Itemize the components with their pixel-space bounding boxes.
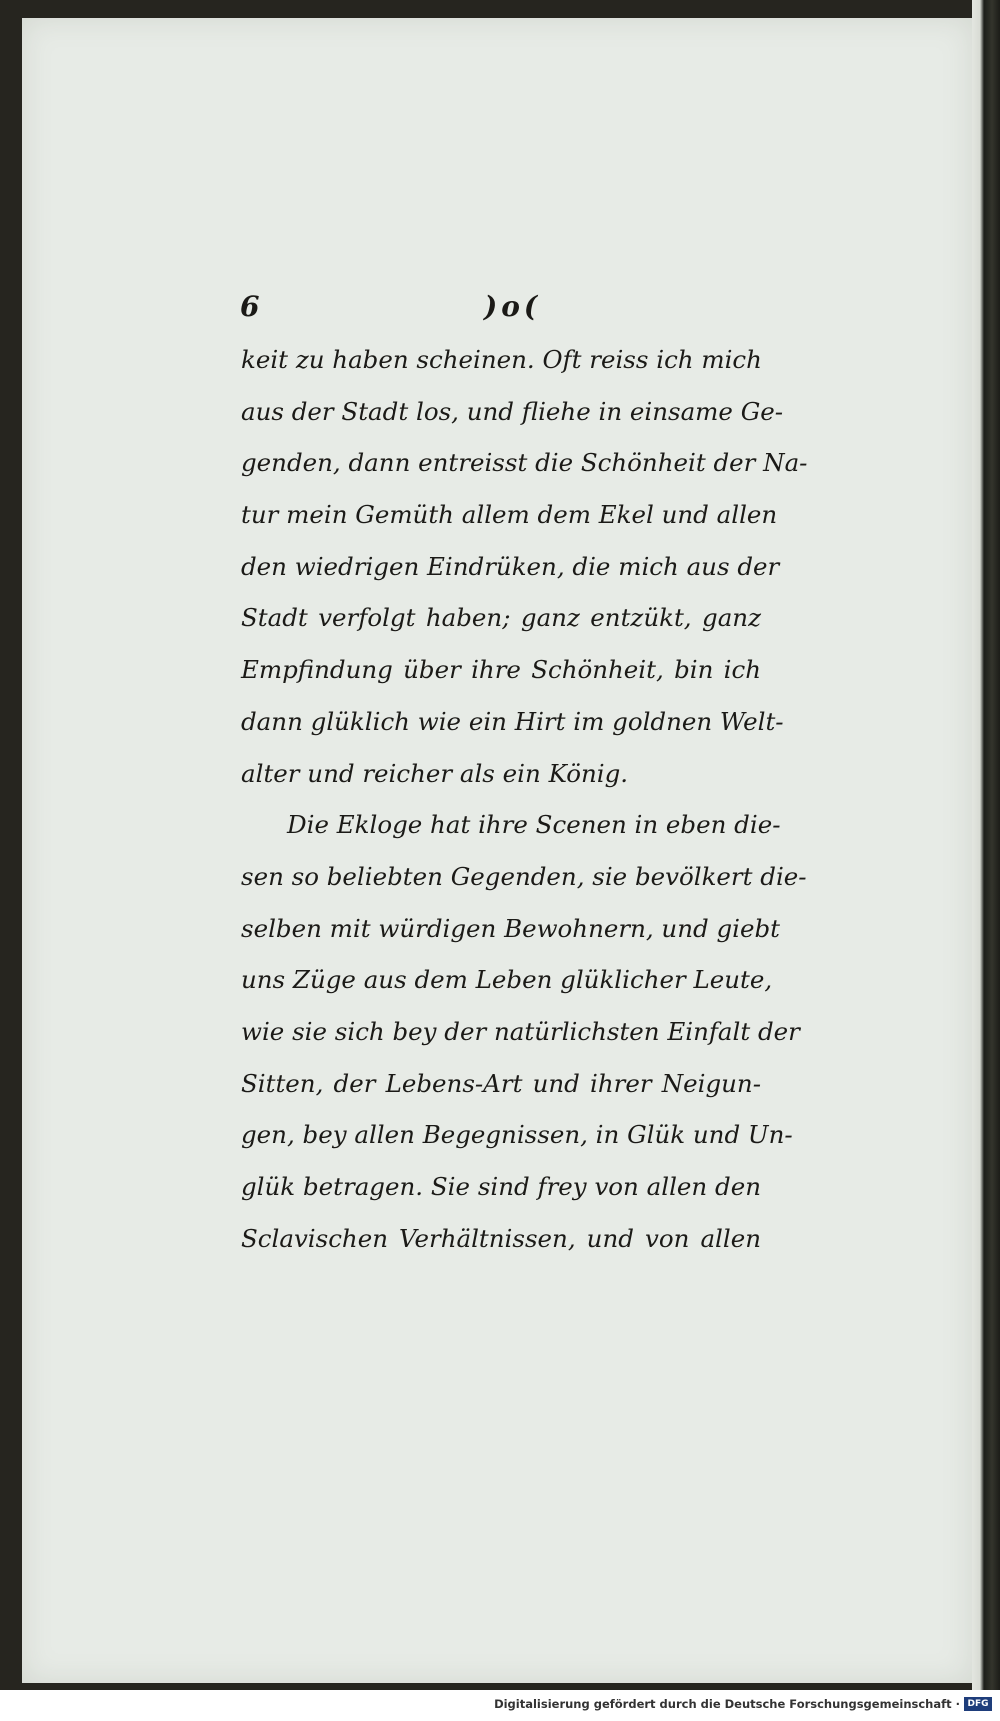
dfg-logo: DFG [964, 1697, 992, 1711]
text-line: den wiedrigen Eindrüken, die mich aus der [241, 551, 780, 581]
text-line: wie sie sich bey der natürlichsten Einfalt der [241, 1016, 800, 1046]
text-line: keit zu haben scheinen. Oft reiss ich mich [241, 345, 762, 374]
text-line: glük betragen. Sie sind frey von allen den [241, 1172, 761, 1201]
text-line: selben mit würdigen Bewohnern, und giebt [241, 913, 781, 943]
page-header [22, 290, 972, 330]
text-line: gen, bey allen Begegnissen, in Glük und Un- [241, 1120, 793, 1150]
book-edge [972, 0, 1000, 1690]
text-line: Sitten, der Lebens-Art und ihrer Neigun- [241, 1068, 761, 1098]
running-head-ornament: )o( [484, 290, 542, 323]
text-line: genden, dann entreisst die Schönheit der Na- [241, 448, 808, 478]
text-line: sen so beliebten Gegenden, sie bevölkert die- [241, 861, 807, 891]
text-line: uns Züge aus dem Leben glüklicher Leute, [241, 965, 773, 995]
text-line: Stadt verfolgt haben; ganz entzükt, ganz [241, 603, 761, 633]
text-line: aus der Stadt los, und fliehe in einsame Ge- [241, 396, 784, 426]
text-line: Sclavischen Verhältnissen, und von allen [241, 1223, 761, 1253]
page-number: 6 [240, 290, 260, 323]
paragraph-first-line: Die Ekloge hat ihre Scenen in eben die- [287, 810, 781, 840]
text-line: Empfindung über ihre Schönheit, bin ich [241, 655, 761, 685]
text-line: tur mein Gemüth allem dem Ekel und allen [241, 500, 778, 530]
body-text [241, 334, 808, 1264]
text-line: dann glüklich wie ein Hirt im goldnen Welt- [241, 706, 784, 736]
funding-credit: Digitalisierung gefördert durch die Deutsche Forschungsgemeinschaft · [494, 1697, 960, 1711]
paragraph-last-line: alter und reicher als ein König. [241, 758, 629, 788]
digitization-footer [0, 1690, 1000, 1721]
book-page [22, 18, 975, 1683]
